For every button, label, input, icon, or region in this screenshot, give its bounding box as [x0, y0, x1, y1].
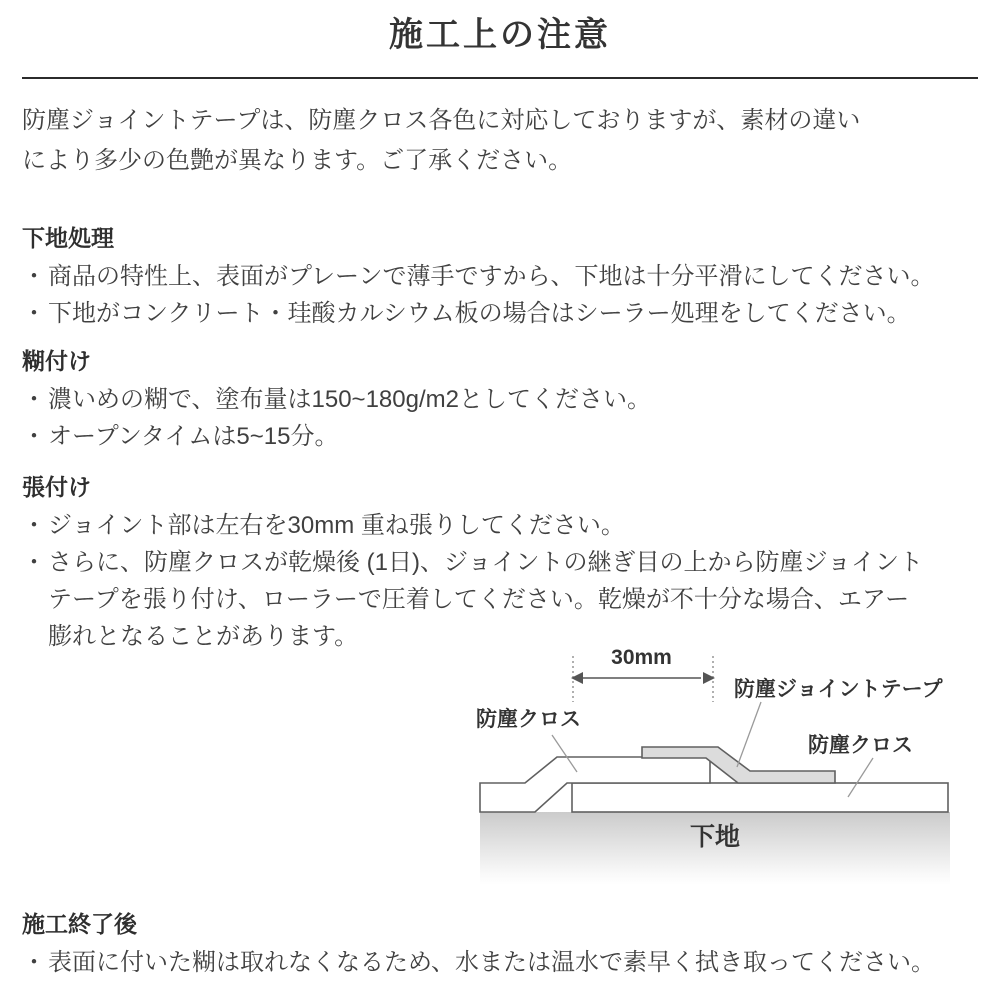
joint-cross-section-diagram: [0, 640, 1000, 890]
section-heading: 施工終了後: [22, 911, 137, 937]
intro-paragraph: [22, 101, 978, 181]
page-title: 施工上の注意: [389, 16, 611, 54]
list-item: [22, 544, 978, 655]
list-item-text: 下地がコンクリート・珪酸カルシウム板の場合はシーラー処理をしてください。: [48, 300, 911, 327]
title-divider: [22, 77, 978, 79]
list-item: [22, 418, 978, 455]
list-item-text: さらに、防塵クロスが乾燥後 (1日)、ジョイントの継ぎ目の上から防塵ジョイント: [48, 549, 924, 576]
bullet-marker: ・: [22, 386, 46, 413]
bullet-marker: ・: [22, 263, 46, 290]
cloth-left-label: 防塵クロス: [476, 708, 581, 731]
joint-tape-label: 防塵ジョイントテープ: [734, 678, 943, 701]
list-item-text: ジョイント部は左右を30mm 重ね張りしてください。: [48, 512, 625, 539]
bullet-marker: ・: [22, 512, 46, 539]
bullet-marker: ・: [22, 949, 46, 976]
list-item-text: 商品の特性上、表面がプレーンで薄手ですから、下地は十分平滑にしてください。: [48, 263, 935, 290]
list-item: [22, 258, 978, 295]
list-item: [22, 295, 978, 332]
list-item-text: テープを張り付け、ローラーで圧着してください。乾燥が不十分な場合、エアー: [48, 586, 910, 613]
bullet-marker: ・: [22, 423, 46, 450]
intro-line: により多少の色艶が異なります。ご了承ください。: [22, 147, 573, 174]
list-item: [22, 381, 978, 418]
section-gluing: [22, 345, 978, 455]
section-heading: 糊付け: [22, 348, 91, 374]
substrate-label: 下地: [689, 823, 740, 851]
leader-line-tape: [737, 702, 761, 767]
bullet-marker: ・: [22, 300, 46, 327]
intro-line: 防塵ジョイントテープは、防塵クロス各色に対応しておりますが、素材の違い: [22, 107, 861, 134]
section-pasting: [22, 471, 978, 655]
cloth-right-label: 防塵クロス: [808, 734, 913, 757]
section-after-finish: [22, 908, 978, 981]
list-item-text: 濃いめの糊で、塗布量は150~180g/m2としてください。: [48, 386, 651, 413]
list-item-text: 表面に付いた糊は取れなくなるため、水または温水で素早く拭き取ってください。: [48, 949, 936, 976]
bullet-marker: ・: [22, 549, 46, 576]
list-item: [22, 944, 978, 981]
list-item-text: オープンタイムは5~15分。: [48, 423, 339, 450]
section-substrate-prep: [22, 222, 978, 332]
dimension-label: 30mm: [611, 646, 672, 669]
cloth-right-shape: [572, 783, 948, 812]
section-heading: 下地処理: [22, 225, 114, 251]
section-heading: 張付け: [22, 474, 91, 500]
list-item: [22, 507, 978, 544]
list-item-text: 膨れとなることがあります。: [48, 623, 359, 650]
